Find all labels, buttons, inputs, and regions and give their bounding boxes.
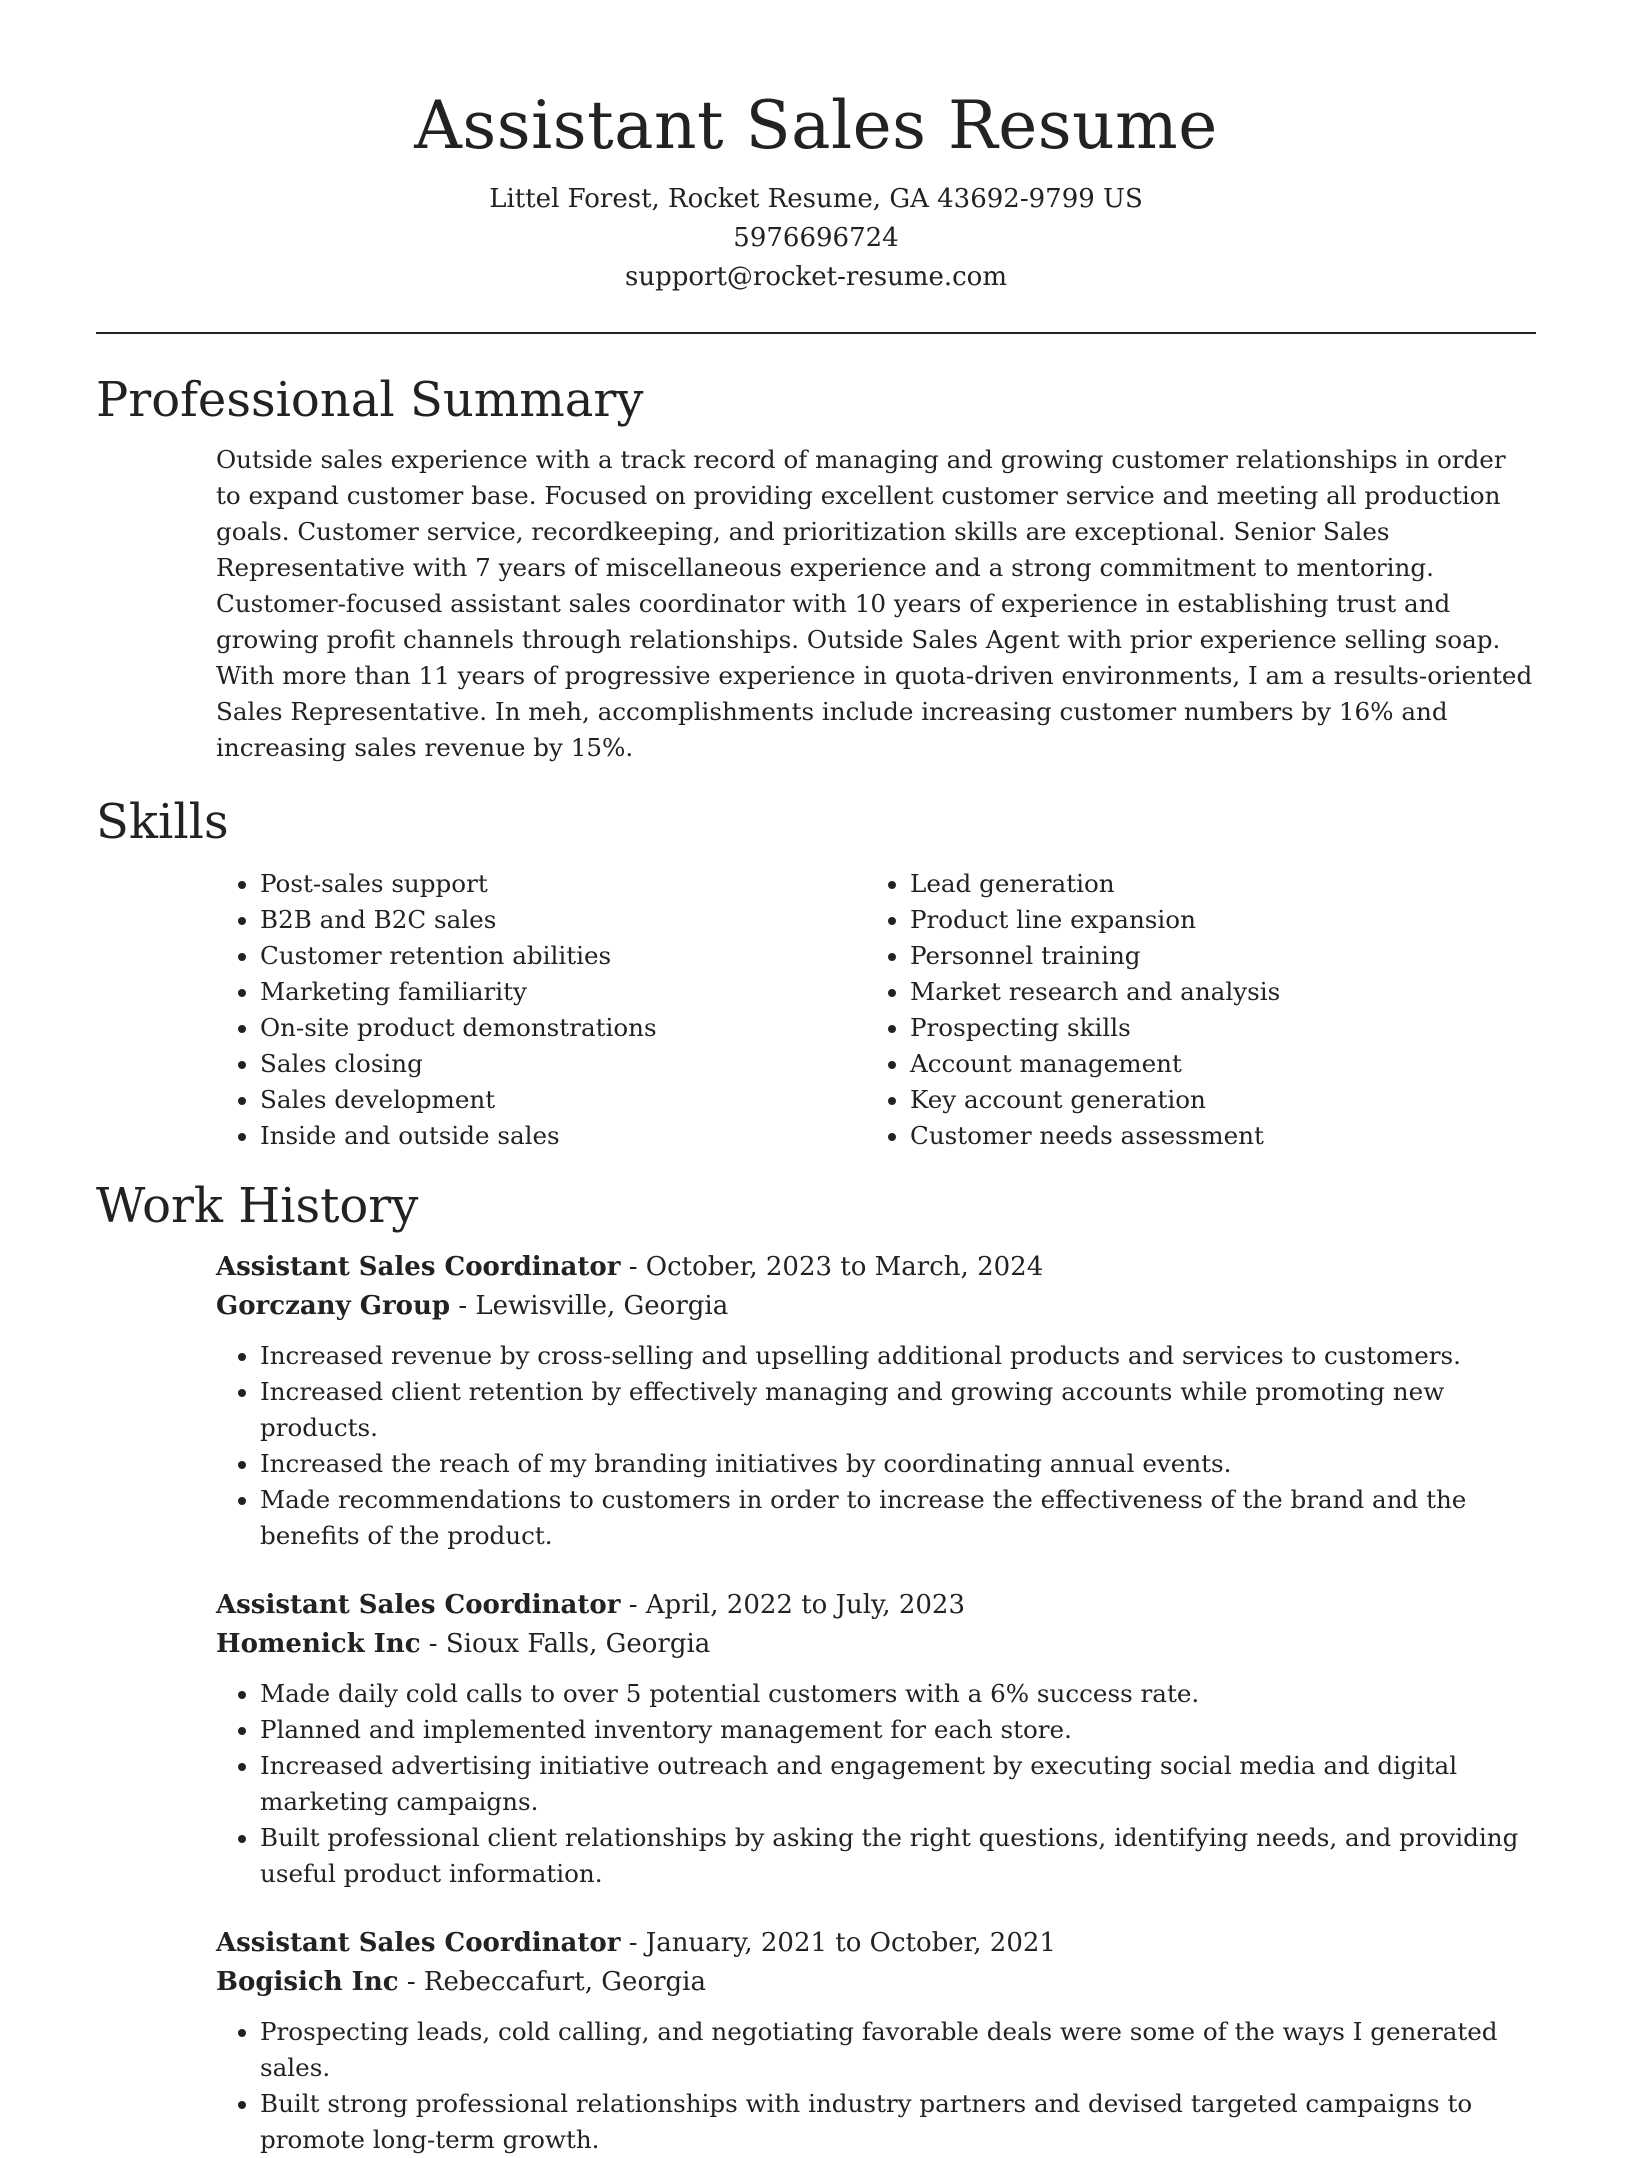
skill-item: • Post-sales support xyxy=(260,866,866,902)
contact-address: Littel Forest, Rocket Resume, GA 43692-9799 US xyxy=(489,184,1143,214)
job-bullet: • Increased the reach of my branding initiatives by coordinating annual events. xyxy=(260,1446,1536,1482)
job-location: - Sioux Falls, Georgia xyxy=(420,1629,711,1659)
job-title-line xyxy=(216,1924,1536,1963)
skill-item: • Market research and analysis xyxy=(910,974,1516,1010)
job-entry xyxy=(216,1924,1536,2158)
job-bullets xyxy=(216,1676,1536,1892)
skill-item: • Customer retention abilities xyxy=(260,938,866,974)
job-company: Gorczany Group xyxy=(216,1291,451,1321)
job-company-line xyxy=(216,1287,1536,1326)
skill-item: • Personnel training xyxy=(910,938,1516,974)
skill-item: • Inside and outside sales xyxy=(260,1118,866,1154)
job-company-line xyxy=(216,1625,1536,1664)
skill-item: • Sales development xyxy=(260,1082,866,1118)
resume-page xyxy=(96,0,1536,2158)
skill-item: • Product line expansion xyxy=(910,902,1516,938)
contact-info xyxy=(96,180,1536,297)
job-title-line xyxy=(216,1248,1536,1287)
job-bullet: • Planned and implemented inventory management for each store. xyxy=(260,1712,1536,1748)
job-bullet: • Built professional client relationships by asking the right questions, identifying needs, and providing useful product information. xyxy=(260,1820,1536,1892)
job-bullet: • Increased advertising initiative outreach and engagement by executing social media and digital marketing campaigns. xyxy=(260,1748,1536,1820)
skills-heading: Skills xyxy=(96,794,229,850)
header-divider xyxy=(96,332,1536,334)
job-title-line xyxy=(216,1586,1536,1625)
skill-item: • Sales closing xyxy=(260,1046,866,1082)
summary-text: Outside sales experience with a track record of managing and growing customer relationships in order to expand customer base. Focused on providing excellent customer service and meeting all production goals. Customer service, recordkeeping, and prioritization skills are exceptional. Senior Sales Representative with 7 years of miscellaneous experience and a strong commitment to mentoring. Customer-focused assistant sales coordinator with 10 years of experience in establishing trust and growing profit channels through relationships. Outside Sales Agent with prior experience selling soap. With more than 11 years of progressive experience in quota-driven environments, I am a results-oriented Sales Representative. In meh, accomplishments include increasing customer numbers by 16% and increasing sales revenue by 15%. xyxy=(216,445,1533,762)
job-company-line xyxy=(216,1963,1536,2002)
skills-column-right xyxy=(866,866,1516,1154)
job-role: Assistant Sales Coordinator xyxy=(216,1928,621,1958)
job-entry xyxy=(216,1586,1536,1892)
resume-title: Assistant Sales Resume xyxy=(414,87,1218,164)
skill-item: • On-site product demonstrations xyxy=(260,1010,866,1046)
job-bullets xyxy=(216,2014,1536,2158)
skill-item: • Key account generation xyxy=(910,1082,1516,1118)
job-bullet: • Made daily cold calls to over 5 potential customers with a 6% success rate. xyxy=(260,1676,1536,1712)
skills-list xyxy=(216,866,1536,1154)
skill-item: • Lead generation xyxy=(910,866,1516,902)
job-dates: - October, 2023 to March, 2024 xyxy=(620,1252,1044,1282)
job-dates: - January, 2021 to October, 2021 xyxy=(620,1928,1056,1958)
job-bullets xyxy=(216,1338,1536,1554)
job-entry xyxy=(216,1248,1536,1554)
job-bullet: • Prospecting leads, cold calling, and negotiating favorable deals were some of the ways I generated sales. xyxy=(260,2014,1536,2086)
contact-phone: 5976696724 xyxy=(733,223,899,253)
skill-item: • Customer needs assessment xyxy=(910,1118,1516,1154)
skill-item: • Account management xyxy=(910,1046,1516,1082)
job-location: - Lewisville, Georgia xyxy=(450,1291,729,1321)
skill-item: • B2B and B2C sales xyxy=(260,902,866,938)
job-company: Bogisich Inc xyxy=(216,1967,399,1997)
job-bullet: • Increased revenue by cross-selling and upselling additional products and services to customers. xyxy=(260,1338,1536,1374)
contact-email: support@rocket-resume.com xyxy=(624,262,1007,292)
job-dates: - April, 2022 to July, 2023 xyxy=(620,1590,965,1620)
work-history-heading: Work History xyxy=(96,1178,419,1234)
job-bullet: • Built strong professional relationships with industry partners and devised targeted campaigns to promote long-term growth. xyxy=(260,2086,1536,2158)
job-bullet: • Increased client retention by effectively managing and growing accounts while promoting new products. xyxy=(260,1374,1536,1446)
job-company: Homenick Inc xyxy=(216,1629,421,1659)
job-role: Assistant Sales Coordinator xyxy=(216,1252,621,1282)
skill-item: • Prospecting skills xyxy=(910,1010,1516,1046)
resume-header xyxy=(96,0,1536,297)
job-location: - Rebeccafurt, Georgia xyxy=(398,1967,706,1997)
skills-column-left xyxy=(216,866,866,1154)
job-role: Assistant Sales Coordinator xyxy=(216,1590,621,1620)
skill-item: • Marketing familiarity xyxy=(260,974,866,1010)
summary-heading: Professional Summary xyxy=(96,372,644,428)
job-bullet: • Made recommendations to customers in order to increase the effectiveness of the brand and the benefits of the product. xyxy=(260,1482,1536,1554)
